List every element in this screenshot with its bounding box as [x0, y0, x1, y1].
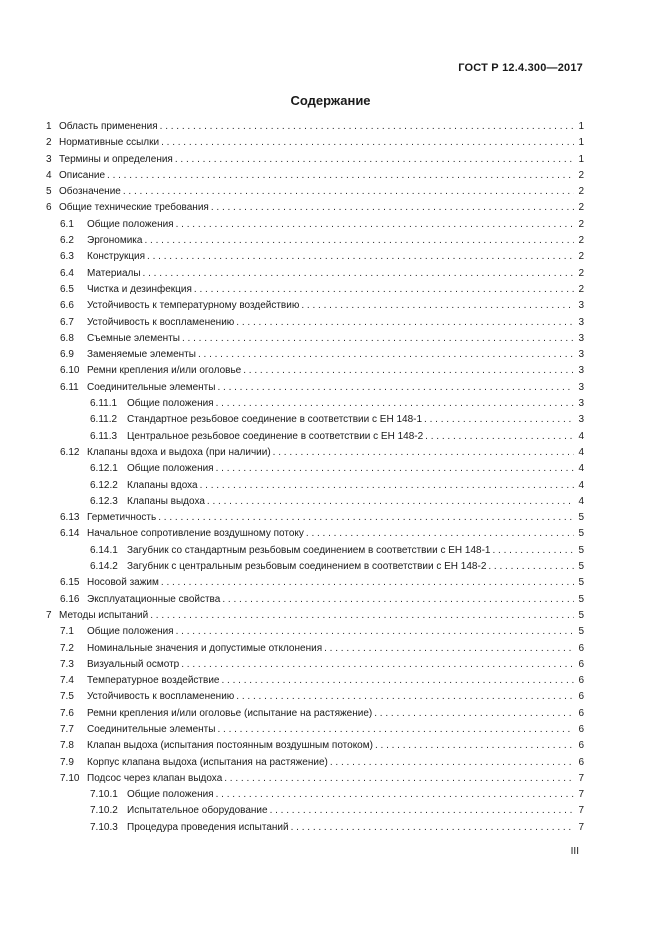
toc-entry [46, 820, 584, 836]
toc-entry-number: 7.9 [60, 756, 74, 768]
dot-leader [217, 380, 574, 396]
toc-entry-title: Корпус клапана выдоха (испытания на растяжение) [87, 756, 328, 768]
toc-entry [46, 135, 584, 151]
toc-entry-number: 2 [46, 137, 52, 149]
toc-entry-title: Заменяемые элементы [87, 349, 196, 361]
toc-entry-page: 3 [578, 316, 584, 328]
toc-entry-title: Конструкция [87, 251, 146, 263]
toc-entry [46, 315, 584, 331]
toc-entry-title: Общие положения [87, 626, 174, 638]
toc-entry-page: 4 [578, 479, 584, 491]
toc-entry-number: 7.8 [60, 740, 74, 752]
toc-entry [46, 787, 584, 803]
toc-entry-page: 5 [578, 577, 584, 589]
toc-entry-page: 6 [578, 756, 584, 768]
table-of-contents [46, 119, 584, 836]
toc-entry-title: Общие технические требования [59, 202, 209, 214]
toc-entry-page: 5 [578, 544, 584, 556]
dot-leader [147, 249, 574, 265]
dot-leader [216, 787, 574, 803]
toc-entry [46, 803, 584, 819]
toc-title: Содержание [290, 93, 371, 108]
dot-leader [143, 266, 574, 282]
toc-entry-page: 5 [578, 528, 584, 540]
toc-entry-number: 6.12 [60, 446, 80, 458]
toc-entry-title: Центральное резьбовое соединение в соответствии с ЕН 148-2 [127, 430, 424, 442]
toc-entry-page: 4 [578, 446, 584, 458]
dot-leader [207, 494, 574, 510]
toc-entry-page: 4 [578, 495, 584, 507]
toc-entry-number: 6.15 [60, 577, 80, 589]
toc-entry-page: 3 [578, 398, 584, 410]
dot-leader [330, 755, 574, 771]
toc-entry-page: 3 [578, 349, 584, 361]
toc-entry-page: 4 [578, 430, 584, 442]
toc-entry-number: 7.1 [60, 626, 74, 638]
toc-entry-page: 5 [578, 512, 584, 524]
toc-entry-page: 2 [578, 251, 584, 263]
toc-entry-title: Область применения [59, 121, 158, 132]
toc-entry-number: 6.1 [60, 218, 74, 230]
toc-entry-page: 1 [578, 153, 584, 165]
toc-entry-number: 7.4 [60, 675, 74, 687]
toc-entry-number: 7.2 [60, 642, 74, 654]
toc-entry-number: 6.14 [60, 528, 80, 540]
toc-entry-number: 6.8 [60, 332, 74, 344]
toc-entry [46, 119, 584, 135]
toc-entry-title: Устойчивость к температурному воздействию [87, 300, 300, 312]
toc-entry-title: Устойчивость к воспламенению [87, 316, 235, 328]
dot-leader [150, 608, 574, 624]
toc-entry-page: 7 [578, 789, 584, 801]
toc-entry-page: 2 [578, 267, 584, 279]
toc-entry [46, 771, 584, 787]
toc-entry [46, 641, 584, 657]
toc-entry-title: Испытательное оборудование [127, 805, 268, 817]
toc-entry-title: Стандартное резьбовое соединение в соответствии с ЕН 148-1 [127, 414, 423, 426]
toc-entry [46, 282, 584, 298]
toc-entry-number: 6.13 [60, 512, 80, 524]
toc-entry-title: Ремни крепления и/или оголовье [87, 365, 242, 377]
toc-entry-title: Температурное воздействие [87, 675, 220, 687]
toc-entry [46, 249, 584, 265]
toc-entry-page: 6 [578, 642, 584, 654]
toc-entry [46, 396, 584, 412]
dot-leader [222, 592, 574, 608]
toc-entry-number: 7.5 [60, 691, 74, 703]
toc-entry-title: Описание [59, 169, 106, 181]
toc-entry-title: Общие положения [127, 463, 214, 475]
dot-leader [217, 722, 574, 738]
toc-entry-title: Клапан выдоха (испытания постоянным воздушным потоком) [87, 740, 373, 752]
dot-leader [216, 461, 574, 477]
toc-entry [46, 755, 584, 771]
toc-entry-number: 4 [46, 169, 52, 181]
toc-entry-page: 4 [578, 463, 584, 475]
toc-entry [46, 608, 584, 624]
dot-leader [488, 559, 574, 575]
toc-entry-title: Чистка и дезинфекция [87, 283, 192, 295]
toc-entry [46, 706, 584, 722]
dot-leader [324, 641, 574, 657]
dot-leader [176, 624, 574, 640]
toc-entry-title: Клапаны вдоха [127, 479, 198, 491]
toc-entry-page: 6 [578, 740, 584, 752]
dot-leader [374, 706, 574, 722]
dot-leader [158, 510, 574, 526]
toc-entry-number: 6.6 [60, 300, 74, 312]
toc-entry-number: 7.10.3 [90, 821, 118, 833]
toc-entry [46, 689, 584, 705]
toc-entry-number: 6 [46, 202, 52, 214]
toc-entry-title: Общие положения [127, 398, 214, 410]
dot-leader [270, 803, 574, 819]
dot-leader [160, 119, 574, 135]
toc-entry [46, 429, 584, 445]
toc-entry-page: 2 [578, 283, 584, 295]
dot-leader [424, 412, 574, 428]
toc-entry [46, 152, 584, 168]
toc-entry-number: 3 [46, 153, 52, 165]
document-code: ГОСТ Р 12.4.300—2017 [458, 62, 583, 74]
dot-leader [198, 347, 574, 363]
toc-entry-page: 5 [578, 561, 584, 573]
toc-entry [46, 412, 584, 428]
toc-entry [46, 184, 584, 200]
toc-entry-number: 7.3 [60, 658, 74, 670]
toc-entry-number: 6.11.1 [90, 398, 118, 410]
toc-entry-number: 6.11.2 [90, 414, 118, 426]
toc-entry-number: 6.5 [60, 283, 74, 295]
toc-entry-number: 6.10 [60, 365, 80, 377]
toc-entry-page: 1 [578, 137, 584, 149]
toc-entry-page: 3 [578, 300, 584, 312]
toc-entry-page: 2 [578, 235, 584, 247]
toc-entry-title: Начальное сопротивление воздушному потоку [87, 528, 304, 540]
toc-entry-page: 3 [578, 365, 584, 377]
toc-entry [46, 494, 584, 510]
dot-leader [243, 363, 574, 379]
toc-entry-title: Устойчивость к воспламенению [87, 691, 235, 703]
toc-entry-number: 6.9 [60, 349, 74, 361]
toc-entry [46, 478, 584, 494]
toc-entry-page: 5 [578, 609, 584, 621]
toc-entry-page: 6 [578, 675, 584, 687]
dot-leader [194, 282, 574, 298]
dot-leader [425, 429, 574, 445]
toc-entry-title: Съемные элементы [87, 332, 180, 344]
toc-entry [46, 266, 584, 282]
toc-entry-title: Герметичность [87, 512, 157, 524]
dot-leader [161, 575, 574, 591]
dot-leader [273, 445, 574, 461]
toc-entry-number: 1 [46, 121, 52, 132]
toc-entry-title: Эксплуатационные свойства [87, 593, 221, 605]
toc-entry-page: 2 [578, 218, 584, 230]
dot-leader [181, 657, 574, 673]
dot-leader [236, 689, 574, 705]
toc-entry-page: 3 [578, 414, 584, 426]
toc-entry-title: Процедура проведения испытаний [127, 821, 289, 833]
toc-entry-number: 6.7 [60, 316, 74, 328]
toc-entry-title: Подсос через клапан выдоха [87, 772, 223, 784]
toc-entry-number: 7.6 [60, 707, 74, 719]
toc-entry [46, 510, 584, 526]
toc-entry-number: 6.12.3 [90, 495, 118, 507]
toc-entry [46, 233, 584, 249]
toc-entry-title: Ремни крепления и/или оголовье (испытание на растяжение) [87, 707, 373, 719]
toc-entry [46, 526, 584, 542]
toc-entry-number: 6.2 [60, 235, 74, 247]
dot-leader [161, 135, 574, 151]
toc-entry-title: Методы испытаний [59, 609, 149, 621]
toc-entry [46, 331, 584, 347]
toc-entry-number: 6.16 [60, 593, 80, 605]
toc-entry [46, 168, 584, 184]
toc-entry [46, 673, 584, 689]
toc-entry [46, 559, 584, 575]
dot-leader [107, 168, 574, 184]
toc-entry-number: 6.12.2 [90, 479, 118, 491]
toc-entry-page: 6 [578, 723, 584, 735]
dot-leader [224, 771, 574, 787]
toc-entry [46, 363, 584, 379]
toc-entry-page: 7 [578, 821, 584, 833]
toc-entry-number: 6.12.1 [90, 463, 118, 475]
toc-entry [46, 543, 584, 559]
toc-entry-page: 2 [578, 186, 584, 198]
toc-entry-title: Носовой зажим [87, 577, 159, 589]
toc-entry-page: 3 [578, 381, 584, 393]
toc-entry [46, 445, 584, 461]
toc-entry [46, 624, 584, 640]
toc-entry-title: Материалы [87, 267, 141, 279]
toc-entry-number: 7.7 [60, 723, 74, 735]
toc-entry [46, 657, 584, 673]
toc-entry-number: 7.10.2 [90, 805, 118, 817]
toc-entry [46, 380, 584, 396]
toc-entry-title: Загубник со стандартным резьбовым соединением в соответствии с ЕН 148-1 [127, 544, 491, 556]
toc-entry-title: Общие положения [87, 218, 174, 230]
dot-leader [176, 217, 574, 233]
toc-entry-title: Соединительные элементы [87, 723, 216, 735]
toc-entry-page: 2 [578, 202, 584, 214]
toc-entry-number: 7.10 [60, 772, 80, 784]
toc-entry [46, 461, 584, 477]
toc-entry-title: Эргономика [87, 235, 143, 247]
toc-entry [46, 592, 584, 608]
toc-entry-number: 5 [46, 186, 52, 198]
toc-entry-page: 6 [578, 658, 584, 670]
dot-leader [123, 184, 574, 200]
dot-leader [211, 200, 574, 216]
toc-entry-page: 1 [578, 121, 584, 132]
dot-leader [144, 233, 574, 249]
toc-entry-number: 6.11 [60, 381, 79, 393]
dot-leader [291, 820, 574, 836]
toc-entry-page: 6 [578, 691, 584, 703]
toc-entry-number: 6.14.2 [90, 561, 118, 573]
toc-entry [46, 298, 584, 314]
toc-entry-number: 6.4 [60, 267, 74, 279]
toc-entry-page: 3 [578, 332, 584, 344]
dot-leader [221, 673, 574, 689]
page-number: III [570, 846, 579, 857]
dot-leader [175, 152, 574, 168]
toc-entry-number: 7.10.1 [90, 789, 118, 801]
toc-entry [46, 575, 584, 591]
toc-entry-page: 5 [578, 626, 584, 638]
dot-leader [200, 478, 574, 494]
toc-entry-title: Загубник с центральным резьбовым соединением в соответствии с ЕН 148-2 [127, 561, 487, 573]
toc-entry-title: Общие положения [127, 789, 214, 801]
toc-entry [46, 347, 584, 363]
toc-entry-title: Соединительные элементы [87, 381, 216, 393]
dot-leader [216, 396, 574, 412]
toc-entry [46, 200, 584, 216]
toc-entry-title: Термины и определения [59, 153, 173, 165]
toc-entry-page: 6 [578, 707, 584, 719]
toc-entry-number: 6.14.1 [90, 544, 118, 556]
toc-entry-title: Клапаны выдоха [127, 495, 205, 507]
dot-leader [301, 298, 574, 314]
toc-entry-number: 7 [46, 609, 52, 621]
toc-entry-title: Нормативные ссылки [59, 137, 160, 149]
toc-entry-title: Обозначение [59, 186, 121, 198]
dot-leader [182, 331, 574, 347]
dot-leader [492, 543, 574, 559]
toc-entry-page: 2 [578, 169, 584, 181]
toc-entry [46, 738, 584, 754]
toc-entry-number: 6.3 [60, 251, 74, 263]
toc-entry-page: 7 [578, 772, 584, 784]
dot-leader [306, 526, 574, 542]
dot-leader [375, 738, 574, 754]
dot-leader [236, 315, 574, 331]
toc-entry-page: 7 [578, 805, 584, 817]
toc-entry-title: Визуальный осмотр [87, 658, 180, 670]
toc-entry [46, 722, 584, 738]
toc-entry-number: 6.11.3 [90, 430, 118, 442]
toc-entry [46, 217, 584, 233]
toc-entry-title: Клапаны вдоха и выдоха (при наличии) [87, 446, 271, 458]
toc-entry-page: 5 [578, 593, 584, 605]
toc-entry-title: Номинальные значения и допустимые отклонения [87, 642, 323, 654]
